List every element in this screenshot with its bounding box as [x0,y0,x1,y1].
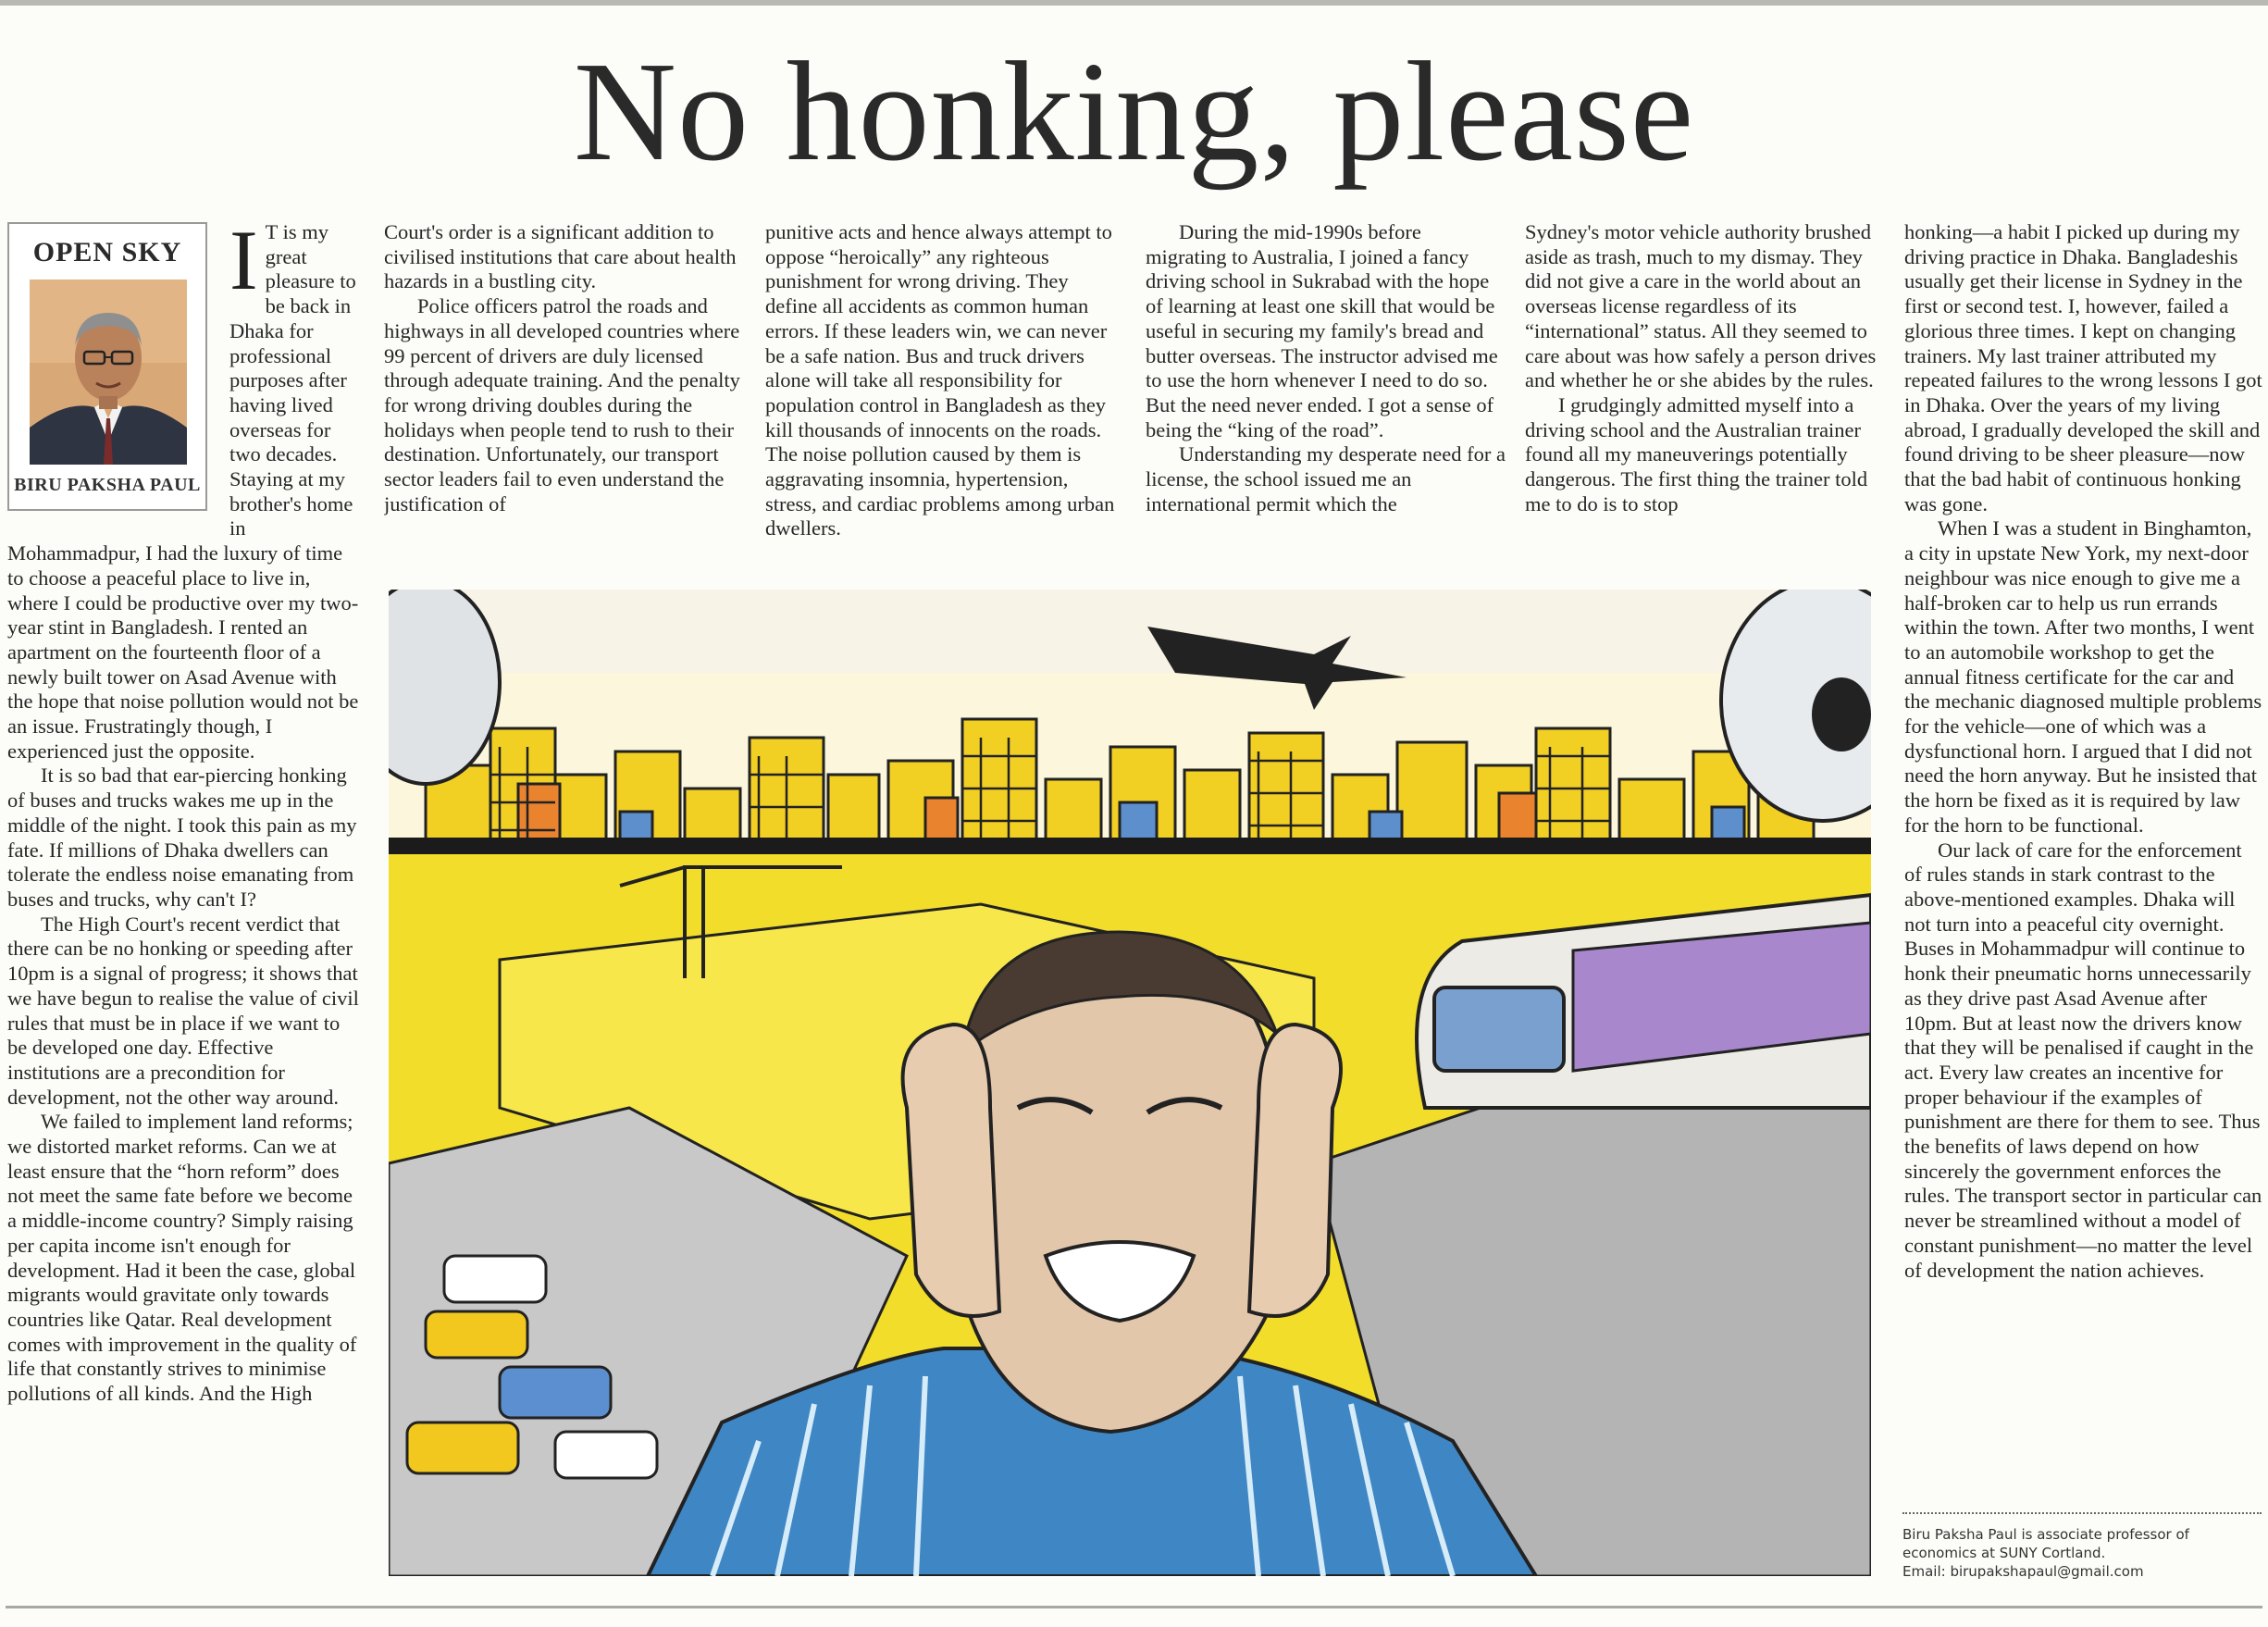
article-paragraph: It is so bad that ear-piercing honking of buses and trucks wakes me up in the middle of the night. I took this pain as my fate. If millions of Dhaka dwellers can tolerate the endless noise emanating from buses and trucks, why can't I? [7,764,357,911]
author-bio [1902,1525,2263,1581]
bio-divider [1902,1512,2262,1514]
article-column-1 [7,220,359,1581]
bio-line: economics at SUNY Cortland. [1902,1545,2106,1561]
article-column-3 [765,220,1124,572]
article-paragraph: Understanding my desperate need for a license, the school issued me an international permit which the [1146,442,1506,515]
article-paragraph: When I was a student in Binghamton, a city in upstate New York, my next-door neighbour was nice enough to give me a half-broken car to help us run errands within the town. After two months, I went to an automobile workshop to get the annual fitness certificate for the car and the mechanic diagnosed multiple problems for the vehicle—one of which was a dysfunctional horn. I argued that I did not need the horn anyway. But he insisted that the horn be fixed as it is required by law for the horn to be functional. [1904,516,2262,837]
article-paragraph: punitive acts and hence always attempt to oppose “heroically” any righteous punishment for wrong driving. They define all accidents as common human errors. If these leaders win, we can never be a safe nation. Bus and truck drivers alone will take all responsibility for population control in Bangladesh as they kill thousands of innocents on the roads. The noise pollution caused by them is aggravating insomnia, hypertension, stress, and cardiac problems among urban dwellers. [765,220,1115,540]
article-paragraph: Our lack of care for the enforcement of rules stands in stark contrast to the above-mentioned examples. Dhaka will not turn into a peaceful city overnight. Buses in Mohammadpur will continue to honk their pneumatic horns unnecessarily as they drive past Asad Avenue after 10pm. But at least now the drivers know that they will be penalised if caught in the act. Every law creates an incentive for proper behaviour if the examples of punishment are there for them to see. Thus the benefits of laws depend on how sincerely the government enforces the rules. The transport sector in particular can never be streamlined without a model of constant punishment—no matter the level of development the nation achieves. [1904,838,2262,1282]
article-paragraph: Court's order is a significant addition to civilised institutions that care about health hazards in a bustling city. [384,220,737,293]
article-column-2 [384,220,743,572]
bio-line: Email: birupakshapaul@gmail.com [1902,1563,2144,1580]
article-paragraph: The High Court's recent verdict that there can be no honking or speeding after 10pm is a signal of progress; it shows that we have begun to realise the value of civil rules that must be in place if we want to be developed one day. Effective institutions are a precondition for development, not the other way around. [7,912,359,1109]
bio-line: Biru Paksha Paul is associate professor of [1902,1526,2189,1543]
article-paragraph: During the mid-1990s before migrating to Australia, I joined a fancy driving school in Sukrabad with the hope of learning at least one skill that would be useful in securing my family's bread and butter overseas. The instructor advised me to use the horn whenever I need to do so. But the need never ended. I got a sense of being the “king of the road”. [1146,220,1498,441]
article-column-5 [1525,220,1886,572]
article-paragraph: We failed to implement land reforms; we distorted market reforms. Can we at least ensure that the “horn reform” does not meet the same fate before we become a middle-income country? Simply raising per capita income isn't enough for development. Had it been the case, global migrants would gravitate only towards countries like Qatar. Real development comes with improvement in the quality of life that constantly strives to minimise pollutions of all kinds. And the High [7,1110,357,1406]
article-paragraph: honking—a habit I picked up during my driving practice in Dhaka. Bangladeshis usually get their license in Sydney in the first or second test. I, however, failed a glorious three times. I kept on changing trainers. My last trainer attributed my repeated failures to the wrong lessons I got in Dhaka. Over the years of my living abroad, I gradually developed the skill and found driving to be sheer pleasure—now that the bad habit of continuous honking was gone. [1904,220,2262,515]
top-rule [0,0,2268,6]
headline: No honking, please [573,33,1695,191]
drop-cap: I [229,220,258,307]
article-column-4 [1146,220,1506,572]
noise-pollution-illustration [389,590,1871,1576]
bottom-rule [6,1606,2262,1608]
article-paragraph: Police officers patrol the roads and highways in all developed countries where 99 percent of drivers are duly licensed through adequate training. And the penalty for wrong driving doubles during the holidays when people tend to rush to their destination. Unfortunately, our transport sector leaders fail to even understand the justification of [384,294,740,515]
article-paragraph: T is my great pleasure to be back in Dhaka for professional purposes after having lived overseas for two decades. Staying at my brother's home in Mohammadpur, I had the luxury of time to choose a peaceful place to live in, where I could be productive over my two-year stint in Bangladesh. I rented an apartment on the fourteenth floor of a newly built tower on Asad Avenue with the hope that noise pollution would not be an issue. Frustratingly though, I experienced just the opposite. [7,220,359,763]
article-paragraph: Sydney's motor vehicle authority brushed aside as trash, much to my dismay. They did not give a care in the world about an overseas license regardless of its “international” status. All they seemed to care about was how safely a person drives and whether he or she abides by the rules. [1525,220,1877,392]
author-byline: BIRU PAKSHA PAUL [14,475,201,495]
article-paragraph: I grudgingly admitted myself into a driving school and the Australian trainer found all my maneuverings potentially dangerous. The first thing the trainer told me to do is to stop [1525,392,1868,515]
column-label: OPEN SKY [32,237,182,267]
article-column-6 [1904,220,2263,1502]
